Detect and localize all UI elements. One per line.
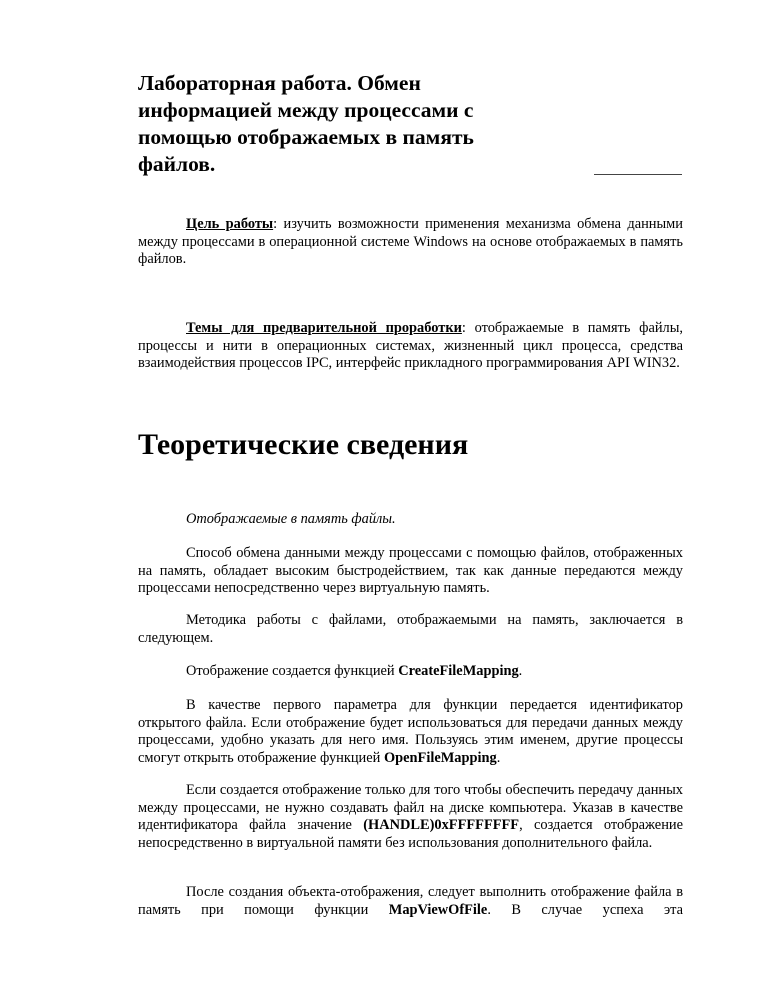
paragraph-5 bbox=[138, 782, 683, 852]
topics-paragraph bbox=[138, 320, 683, 373]
decorative-rule bbox=[594, 174, 682, 175]
topics-text: : отображаемые в память файлы, процессы и нити в операционных системах, жизненный цикл процесса, средства взаимодействия процессов IPC, интерфейс прикладного программирования API WIN32. bbox=[138, 320, 683, 371]
function-name-mapviewoffile: MapViewOfFile bbox=[388, 901, 488, 918]
paragraph-6 bbox=[138, 884, 683, 919]
paragraph-4-text: В качестве первого параметра для функции передается идентификатор открытого файла. Если отображение будет использоваться для передачи данных между процессами, удобно указать для него имя. Пользуясь этим именем, другие процессы смогут открыть отображение функцией bbox=[138, 697, 683, 766]
paragraph-4 bbox=[138, 697, 683, 767]
paragraph-2-text: Методика работы с файлами, отображаемыми на память, заключается в следующем. bbox=[138, 612, 683, 646]
paragraph-5-text: Если создается отображение только для того чтобы обеспечить передачу данных между процессами, не нужно создавать файл на диске компьютера. Указав в качестве идентификатора файла значение bbox=[138, 782, 683, 833]
paragraph-4-tail: . bbox=[496, 749, 501, 766]
section-heading: Теоретические сведения bbox=[138, 428, 469, 461]
paragraph-6-text: После создания объекта-отображения, следует выполнить отображение файла в память при помощи функции bbox=[138, 884, 683, 918]
topics-label: Темы для предварительной проработки bbox=[186, 320, 462, 336]
paragraph-3-text: Отображение создается функцией bbox=[186, 663, 399, 679]
function-name-openfilemapping: OpenFileMapping bbox=[383, 749, 497, 766]
paragraph-1-text: Способ обмена данными между процессами с помощью файлов, отображенных на память, обладает высоким быстродействием, так как данные передаются между процессами непосредственно через виртуальную память. bbox=[138, 545, 683, 596]
document-title: Лабораторная работа. Обмен информацией между процессами с помощью отображаемых в память файлов. bbox=[138, 71, 474, 176]
subheading bbox=[138, 511, 683, 529]
paragraph-1 bbox=[138, 545, 683, 598]
goal-text: : изучить возможности применения механизма обмена данными между процессами в операционной системе Windows на основе отображаемых в память файлов. bbox=[138, 216, 683, 267]
paragraph-6-tail: . В случае успеха эта bbox=[487, 901, 683, 918]
function-name-createfilemapping: CreateFileMapping bbox=[398, 663, 519, 679]
goal-label: Цель работы bbox=[186, 216, 274, 232]
paragraph-5-tail: , создается отображение непосредственно в виртуальной памяти без использования дополнительного файла. bbox=[138, 817, 683, 851]
paragraph-2 bbox=[138, 612, 683, 647]
handle-value: (HANDLE)0xFFFFFFFF bbox=[363, 817, 520, 833]
goal-paragraph bbox=[138, 216, 683, 269]
subheading-text: Отображаемые в память файлы. bbox=[186, 511, 396, 527]
paragraph-3 bbox=[138, 663, 683, 681]
paragraph-3-tail: . bbox=[518, 663, 523, 679]
